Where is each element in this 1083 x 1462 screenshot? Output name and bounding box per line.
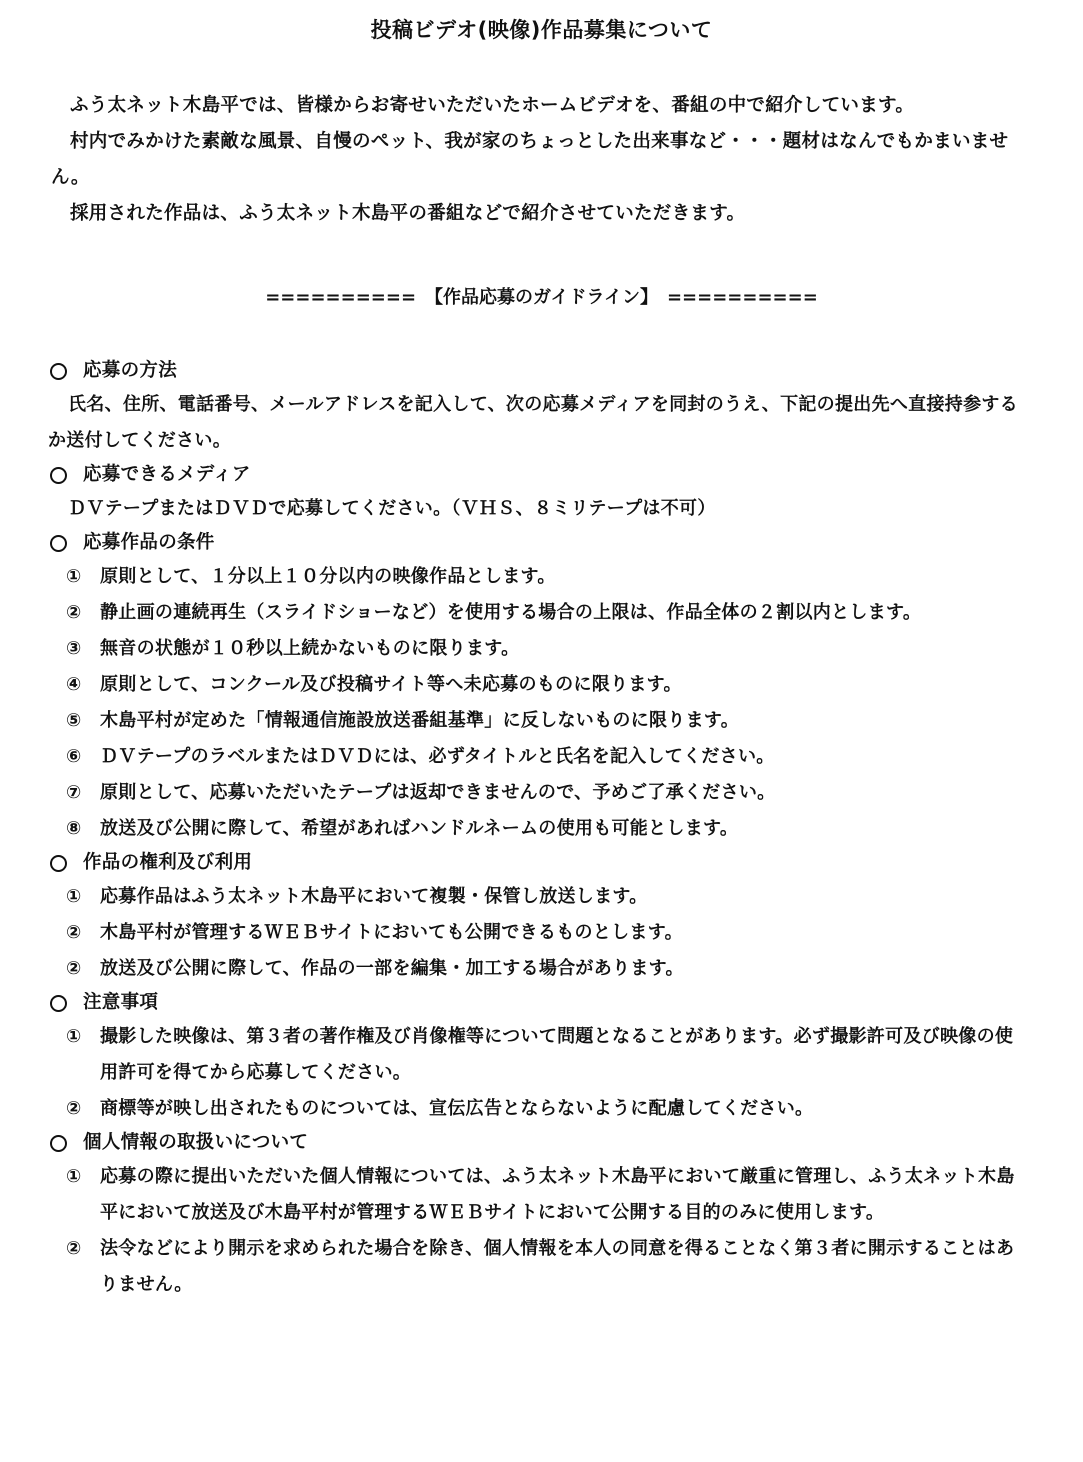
list-item <box>48 739 1028 775</box>
section-body: ＤＶテープまたはＤＶＤで応募してください。（ＶＨＳ、８ミリテープは不可） <box>68 498 716 519</box>
item-number: ⑤ <box>66 710 82 731</box>
item-number: ① <box>66 566 82 587</box>
list-item <box>48 951 1028 987</box>
item-text: 商標等が映し出されたものについては、宣伝広告とならないように配慮してください。 <box>100 1098 814 1119</box>
circle-bullet-icon <box>50 467 67 484</box>
intro-paragraph: 村内でみかけた素敵な風景、自慢のペット、我が家のちょっとした出来事など・・・題材はなんでもかまいません。 <box>51 131 1009 188</box>
list-item <box>48 667 1028 703</box>
list-item <box>48 811 1028 847</box>
section-rights <box>48 847 1028 987</box>
list-item <box>48 915 1028 951</box>
item-text: 原則として、コンクール及び投稿サイト等へ未応募のものに限ります。 <box>100 674 682 695</box>
page-title: 投稿ビデオ(映像)作品募集について <box>370 18 713 42</box>
list-item <box>48 559 1028 595</box>
section-body: 氏名、住所、電話番号、メールアドレスを記入して、次の応募メディアを同封のうえ、下記の提出先へ直接持参するか送付してください。 <box>48 394 1018 451</box>
intro-text <box>51 88 1026 232</box>
item-number: ⑦ <box>66 782 82 803</box>
item-number: ⑥ <box>66 746 82 767</box>
item-number: ② <box>66 1238 82 1259</box>
list-item <box>48 703 1028 739</box>
section-heading-text: 個人情報の取扱いについて <box>83 1132 309 1153</box>
section-heading <box>48 355 1028 387</box>
item-number: ② <box>66 958 82 979</box>
section-heading-text: 応募の方法 <box>83 360 178 381</box>
section-heading <box>48 459 1028 491</box>
list-item <box>48 631 1028 667</box>
section-heading <box>48 987 1028 1019</box>
list-item <box>48 775 1028 811</box>
guideline-header: ========== 【作品応募のガイドライン】 ========== <box>265 287 818 308</box>
item-text: 撮影した映像は、第３者の著作権及び肖像権等について問題となることがあります。必ず撮影許可及び映像の使用許可を得てから応募してください。 <box>100 1026 1014 1083</box>
item-number: ① <box>66 1026 82 1047</box>
item-number: ③ <box>66 638 82 659</box>
item-text: 原則として、１分以上１０分以内の映像作品とします。 <box>100 566 556 587</box>
item-number: ⑧ <box>66 818 82 839</box>
item-text: 放送及び公開に際して、作品の一部を編集・加工する場合があります。 <box>100 958 684 979</box>
item-text: 無音の状態が１０秒以上続かないものに限ります。 <box>100 638 520 659</box>
item-text: 放送及び公開に際して、希望があればハンドルネームの使用も可能とします。 <box>100 818 739 839</box>
item-text: 法令などにより開示を求められた場合を除き、個人情報を本人の同意を得ることなく第３者に開示することはありません。 <box>100 1238 1015 1295</box>
circle-bullet-icon <box>50 855 67 872</box>
list-item <box>48 1159 1028 1231</box>
circle-bullet-icon <box>50 363 67 380</box>
section-application-method <box>48 355 1028 459</box>
circle-bullet-icon <box>50 535 67 552</box>
list-item <box>48 595 1028 631</box>
section-heading <box>48 527 1028 559</box>
section-heading-text: 応募作品の条件 <box>83 532 215 553</box>
list-item <box>48 1091 1028 1127</box>
guideline-sections <box>48 355 1028 1303</box>
item-number: ① <box>66 1166 82 1187</box>
list-item <box>48 1231 1028 1303</box>
item-number: ② <box>66 602 82 623</box>
section-heading-text: 作品の権利及び利用 <box>83 852 253 873</box>
item-text: 原則として、応募いただいたテープは返却できませんので、予めご了承ください。 <box>100 782 776 803</box>
list-item <box>48 1019 1028 1091</box>
item-text: 応募作品はふう太ネット木島平において複製・保管し放送します。 <box>100 886 648 907</box>
item-number: ② <box>66 1098 82 1119</box>
section-heading <box>48 847 1028 879</box>
intro-paragraph: ふう太ネット木島平では、皆様からお寄せいただいたホームビデオを、番組の中で紹介しています。 <box>70 95 915 116</box>
circle-bullet-icon <box>50 1135 67 1152</box>
section-privacy <box>48 1127 1028 1303</box>
circle-bullet-icon <box>50 995 67 1012</box>
item-text: 静止画の連続再生（スライドショーなど）を使用する場合の上限は、作品全体の２割以内とします。 <box>100 602 922 623</box>
section-conditions <box>48 527 1028 847</box>
list-item <box>48 879 1028 915</box>
item-number: ② <box>66 922 82 943</box>
section-media <box>48 459 1028 527</box>
item-number: ④ <box>66 674 82 695</box>
item-number: ① <box>66 886 82 907</box>
section-notes <box>48 987 1028 1127</box>
section-heading <box>48 1127 1028 1159</box>
item-text: ＤＶテープのラベルまたはＤＶＤには、必ずタイトルと氏名を記入してください。 <box>100 746 775 767</box>
item-text: 木島平村が定めた「情報通信施設放送番組基準」に反しないものに限ります。 <box>100 710 740 731</box>
item-text: 応募の際に提出いただいた個人情報については、ふう太ネット木島平において厳重に管理し、ふう太ネット木島平において放送及び木島平村が管理するＷＥＢサイトにおいて公開する目的のみに使用します。 <box>100 1166 1015 1223</box>
intro-paragraph: 採用された作品は、ふう太ネット木島平の番組などで紹介させていただきます。 <box>70 203 746 224</box>
section-heading-text: 注意事項 <box>83 992 159 1013</box>
item-text: 木島平村が管理するＷＥＢサイトにおいても公開できるものとします。 <box>100 922 683 943</box>
section-heading-text: 応募できるメディア <box>83 464 251 485</box>
